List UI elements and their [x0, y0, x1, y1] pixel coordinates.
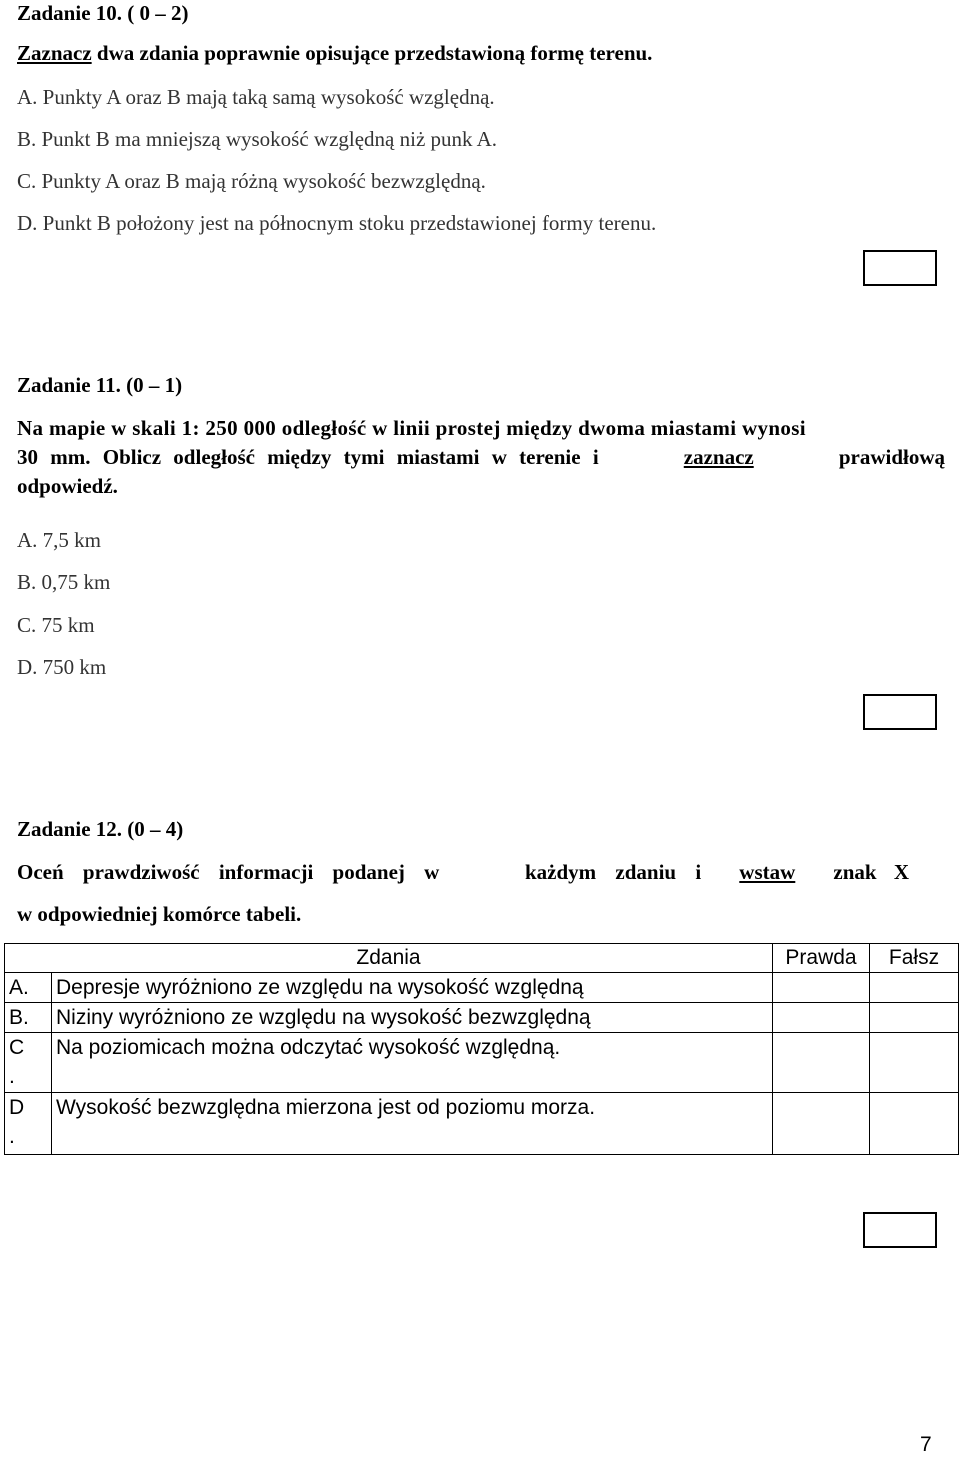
- task10-score-box[interactable]: [863, 250, 937, 286]
- row-text: Niziny wyróżniono ze względu na wysokość bezwzględną: [52, 1003, 773, 1033]
- task10-option-d: D. Punkt B położony jest na północnym stoku przedstawionej formy terenu.: [17, 211, 657, 235]
- header-false: Fałsz: [870, 944, 959, 973]
- header-sentences: Zdania: [5, 944, 773, 973]
- task12-score-box[interactable]: [863, 1212, 937, 1248]
- row-true-cell[interactable]: [773, 1003, 870, 1033]
- task11-line2-after: prawidłową: [838, 445, 945, 469]
- task10-option-b: B. Punkt B ma mniejszą wysokość względną niż punk A.: [17, 127, 498, 151]
- row-letter: A.: [5, 973, 52, 1003]
- row-false-cell[interactable]: [870, 1093, 959, 1155]
- task12-line2: w odpowiedniej komórce tabeli.: [17, 902, 302, 926]
- table-row: [5, 973, 959, 1003]
- task11-option-d: D. 750 km: [17, 655, 107, 679]
- task12-line1-right: [525, 859, 909, 885]
- table-row: [5, 1093, 959, 1155]
- row-letter: D .: [5, 1093, 52, 1155]
- task12-line1-part3: znak X: [833, 860, 909, 884]
- task10-instruction-verb: Zaznacz: [17, 41, 92, 65]
- task10-option-c: C. Punkty A oraz B mają różną wysokość bezwzględną.: [17, 169, 486, 193]
- row-text: Depresje wyróżniono ze względu na wysokość względną: [52, 973, 773, 1003]
- task10-title: Zadanie 10. ( 0 – 2): [17, 1, 189, 25]
- task10-instruction-rest: dwa zdania poprawnie opisujące przedstawioną formę terenu.: [91, 41, 653, 65]
- row-true-cell[interactable]: [773, 1033, 870, 1093]
- task11-option-c: C. 75 km: [17, 613, 95, 637]
- task10-instruction: [17, 40, 652, 66]
- page-number: 7: [920, 1433, 932, 1456]
- row-letter: C .: [5, 1033, 52, 1093]
- task11-line2-verb: zaznacz: [683, 445, 754, 469]
- row-false-cell[interactable]: [870, 1003, 959, 1033]
- task12-title: Zadanie 12. (0 – 4): [17, 817, 184, 841]
- table-header-row: [5, 944, 959, 973]
- task10-option-a: A. Punkty A oraz B mają taką samą wysokość względną.: [17, 85, 495, 109]
- task11-option-a: A. 7,5 km: [17, 528, 101, 552]
- task12-table: [4, 943, 959, 1155]
- header-true: Prawda: [773, 944, 870, 973]
- task11-line2: [17, 444, 945, 470]
- task11-line1: [17, 415, 937, 441]
- task12-line1-part2: każdym zdaniu i: [525, 860, 702, 884]
- row-text: Na poziomicach można odczytać wysokość względną.: [52, 1033, 773, 1093]
- row-text: Wysokość bezwzględna mierzona jest od poziomu morza.: [52, 1093, 773, 1155]
- task11-line2-before: 30 mm. Oblicz odległość między tymi miastami w terenie i: [17, 445, 599, 469]
- table-row: [5, 1033, 959, 1093]
- task12-line1-verb: wstaw: [739, 860, 796, 884]
- task11-line1-text: Na mapie w skali 1: 250 000 odległość w linii prostej między dwoma miastami wynosi: [17, 416, 806, 440]
- row-true-cell[interactable]: [773, 973, 870, 1003]
- task11-line3: odpowiedź.: [17, 474, 118, 498]
- task11-score-box[interactable]: [863, 694, 937, 730]
- task12-line1-left: [17, 859, 492, 885]
- row-letter: B.: [5, 1003, 52, 1033]
- task11-title: Zadanie 11. (0 – 1): [17, 373, 183, 397]
- table-row: [5, 1003, 959, 1033]
- task12-line1-part1: Oceń prawdziwość informacji podanej w: [17, 860, 440, 884]
- row-false-cell[interactable]: [870, 973, 959, 1003]
- row-false-cell[interactable]: [870, 1033, 959, 1093]
- row-true-cell[interactable]: [773, 1093, 870, 1155]
- task11-option-b: B. 0,75 km: [17, 570, 111, 594]
